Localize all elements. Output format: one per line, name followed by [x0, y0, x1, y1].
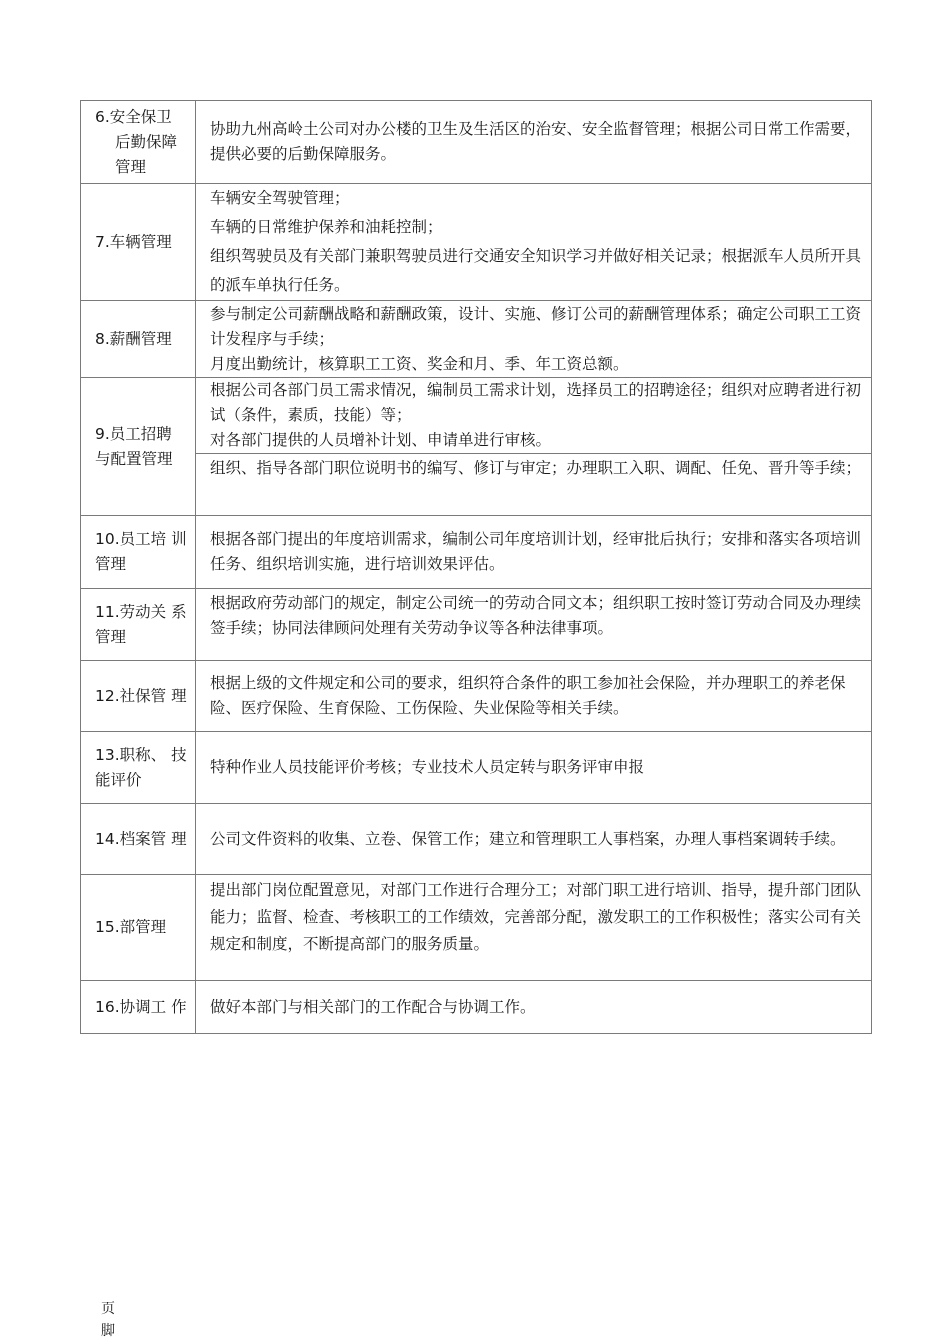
content-paragraph: 车辆安全驾驶管理； [210, 189, 350, 207]
content-paragraph: 根据公司各部门员工需求情况，编制员工需求计划，选择员工的招聘途径；组织对应聘者进行初试（条件，素质，技能）等； [210, 381, 862, 424]
content-paragraph: 根据上级的文件规定和公司的要求，组织符合条件的职工参加社会保险，并办理职工的养老保险、医疗保险、生育保险、工伤保险、失业保险等相关手续。 [210, 674, 846, 717]
row-label-line: 16.协调工 [95, 997, 167, 1016]
row-content [196, 454, 872, 516]
table-row [81, 589, 872, 661]
row-content [196, 589, 872, 661]
content-paragraph: 组织驾驶员及有关部门兼职驾驶员进行交通安全知识学习并做好相关记录；根据派车人员所开具的派车单执行任务。 [210, 247, 862, 294]
row-label [81, 301, 196, 378]
table-row [81, 804, 872, 875]
row-label-line: 理 [171, 829, 187, 848]
row-label [81, 804, 196, 875]
content-paragraph: 协助九州高岭土公司对办公楼的卫生及生活区的治安、安全监督管理；根据公司日常工作需要，提供必要的后勤保障服务。 [210, 120, 862, 163]
row-label [81, 101, 196, 184]
row-label [81, 661, 196, 732]
row-label-line: 系管理 [95, 602, 187, 646]
content-paragraph: 参与制定公司薪酬战略和薪酬政策，设计、实施、修订公司的薪酬管理体系；确定公司职工工资计发程序与手续； [210, 304, 862, 348]
content-paragraph: 组织、指导各部门职位说明书的编写、修订与审定；办理职工入职、调配、任免、晋升等手续； [210, 459, 862, 477]
row-label-line: 管理 [115, 157, 147, 176]
content-paragraph: 对各部门提供的人员增补计划、申请单进行审核。 [210, 431, 552, 449]
row-label-line: 14.档案管 [95, 829, 167, 848]
content-paragraph: 车辆的日常维护保养和油耗控制； [210, 218, 443, 236]
row-label [81, 732, 196, 804]
row-content [196, 516, 872, 589]
footer-line: 页 [101, 1301, 115, 1317]
table-row [81, 981, 872, 1034]
table-row [81, 732, 872, 804]
row-label-line: 技能评价 [95, 745, 187, 789]
content-paragraph: 根据政府劳动部门的规定，制定公司统一的劳动合同文本；组织职工按时签订劳动合同及办理续签手续；协同法律顾问处理有关劳动争议等各种法律事项。 [210, 594, 862, 637]
table-row [81, 454, 872, 516]
table-row [81, 875, 872, 981]
content-paragraph: 做好本部门与相关部门的工作配合与协调工作。 [210, 997, 536, 1016]
row-label-line: 11.劳动关 [95, 602, 167, 621]
content-paragraph: 提出部门岗位配置意见，对部门工作进行合理分工；对部门职工进行培训、指导，提升部门团队能力；监督、检查、考核职工的工作绩效，完善部分配，激发职工的工作积极性；落实公司有关规定和制度，不断提高部门的服务质量。 [210, 881, 862, 953]
table-row [81, 378, 872, 454]
content-paragraph: 特种作业人员技能评价考核；专业技术人员定转与职务评审申报 [210, 758, 645, 776]
row-content [196, 661, 872, 732]
row-label [81, 378, 196, 516]
row-content [196, 184, 872, 301]
row-label-line: 理 [171, 686, 187, 705]
table-row [81, 184, 872, 301]
content-paragraph: 月度出勤统计，核算职工工资、奖金和月、季、年工资总额。 [210, 354, 629, 373]
row-label-line: 6.安全保卫 [95, 107, 172, 126]
row-label-line: 与配置管理 [95, 449, 173, 468]
row-label-line: 训管理 [95, 530, 187, 573]
row-content [196, 301, 872, 378]
row-label-line: 12.社保管 [95, 686, 167, 705]
table-row [81, 101, 872, 184]
row-label-line: 作 [171, 997, 187, 1016]
row-label [81, 875, 196, 981]
row-label-line: 15.部管理 [95, 918, 167, 936]
row-label [81, 516, 196, 589]
row-label-line: 8.薪酬管理 [95, 329, 172, 348]
content-paragraph: 根据各部门提出的年度培训需求，编制公司年度培训计划，经审批后执行；安排和落实各项培训任务、组织培训实施，进行培训效果评估。 [210, 530, 862, 573]
footer-line: 脚 [101, 1323, 115, 1339]
row-content [196, 875, 872, 981]
row-content [196, 732, 872, 804]
row-content [196, 101, 872, 184]
page-footer [101, 1298, 121, 1342]
row-content [196, 804, 872, 875]
row-label [81, 589, 196, 661]
content-paragraph: 公司文件资料的收集、立卷、保管工作；建立和管理职工人事档案，办理人事档案调转手续。 [210, 829, 846, 848]
row-label-line: 7.车辆管理 [95, 232, 172, 251]
table-row [81, 301, 872, 378]
row-label-line: 9.员工招聘 [95, 424, 172, 443]
row-label [81, 981, 196, 1034]
row-content [196, 981, 872, 1034]
row-label-line: 后勤保障 [115, 132, 178, 151]
table-row [81, 516, 872, 589]
row-label-line: 13.职称、 [95, 745, 167, 764]
table-row [81, 661, 872, 732]
duties-table [80, 100, 872, 1034]
row-label [81, 184, 196, 301]
row-label-line: 10.员工培 [95, 530, 167, 548]
row-content [196, 378, 872, 454]
